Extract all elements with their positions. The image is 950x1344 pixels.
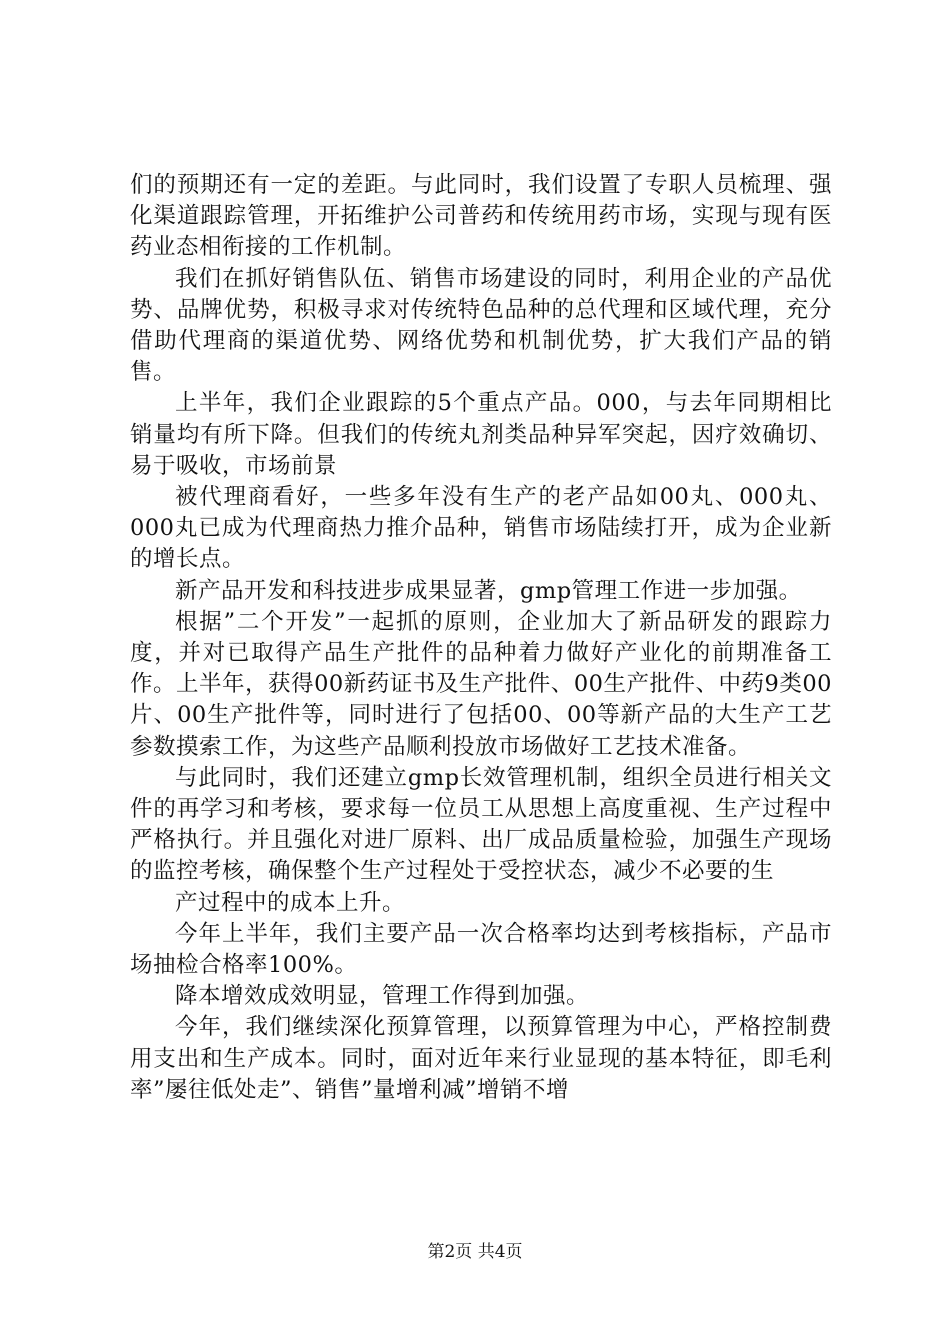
paragraph-9: 今年上半年，我们主要产品一次合格率均达到考核指标，产品市场抽检合格率100%。 [130,920,832,979]
paragraph-6: 根据”二个开发”一起抓的原则，企业加大了新品研发的跟踪力度，并对已取得产品生产批件的品种着力做好产业化的前期准备工作。上半年，获得00新药证书及生产批件、00生产批件、中药9类00片、00生产批件等，同时进行了包括00、00等新产品的大生产工艺参数摸索工作，为这些产品顺利投放市场做好工艺技术准备。 [130,608,832,760]
paragraph-7: 与此同时，我们还建立gmp长效管理机制，组织全员进行相关文件的再学习和考核，要求每一位员工从思想上高度重视、生产过程中严格执行。并且强化对进厂原料、出厂成品质量检验，加强生产现场的监控考核，确保整个生产过程处于受控状态，减少不必要的生 [130,764,832,885]
paragraph-11: 今年，我们继续深化预算管理，以预算管理为中心，严格控制费用支出和生产成本。同时，面对近年来行业显现的基本特征，即毛利率”屡往低处走”、销售”量增利减”增销不增 [130,1014,832,1103]
paragraph-2: 我们在抓好销售队伍、销售市场建设的同时，利用企业的产品优势、品牌优势，积极寻求对传统特色品种的总代理和区域代理，充分借助代理商的渠道优势、网络优势和机制优势，扩大我们产品的销售。 [130,265,832,386]
paragraph-3: 上半年，我们企业跟踪的5个重点产品。000，与去年同期相比销量均有所下降。但我们的传统丸剂类品种异军突起，因疗效确切、易于吸收，市场前景 [130,390,832,479]
document-body [130,170,832,1106]
paragraph-5: 新产品开发和科技进步成果显著，gmp管理工作进一步加强。 [175,577,802,604]
page-number-footer: 第2页 共4页 [427,1242,523,1262]
paragraph-1: 们的预期还有一定的差距。与此同时，我们设置了专职人员梳理、强化渠道跟踪管理，开拓维护公司普药和传统用药市场，实现与现有医药业态相衔接的工作机制。 [130,172,832,261]
paragraph-4: 被代理商看好，一些多年没有生产的老产品如00丸、000丸、000丸已成为代理商热力推介品种，销售市场陆续打开，成为企业新的增长点。 [130,484,832,573]
paragraph-8: 产过程中的成本上升。 [175,889,406,916]
paragraph-10: 降本增效成效明显，管理工作得到加强。 [175,983,590,1010]
